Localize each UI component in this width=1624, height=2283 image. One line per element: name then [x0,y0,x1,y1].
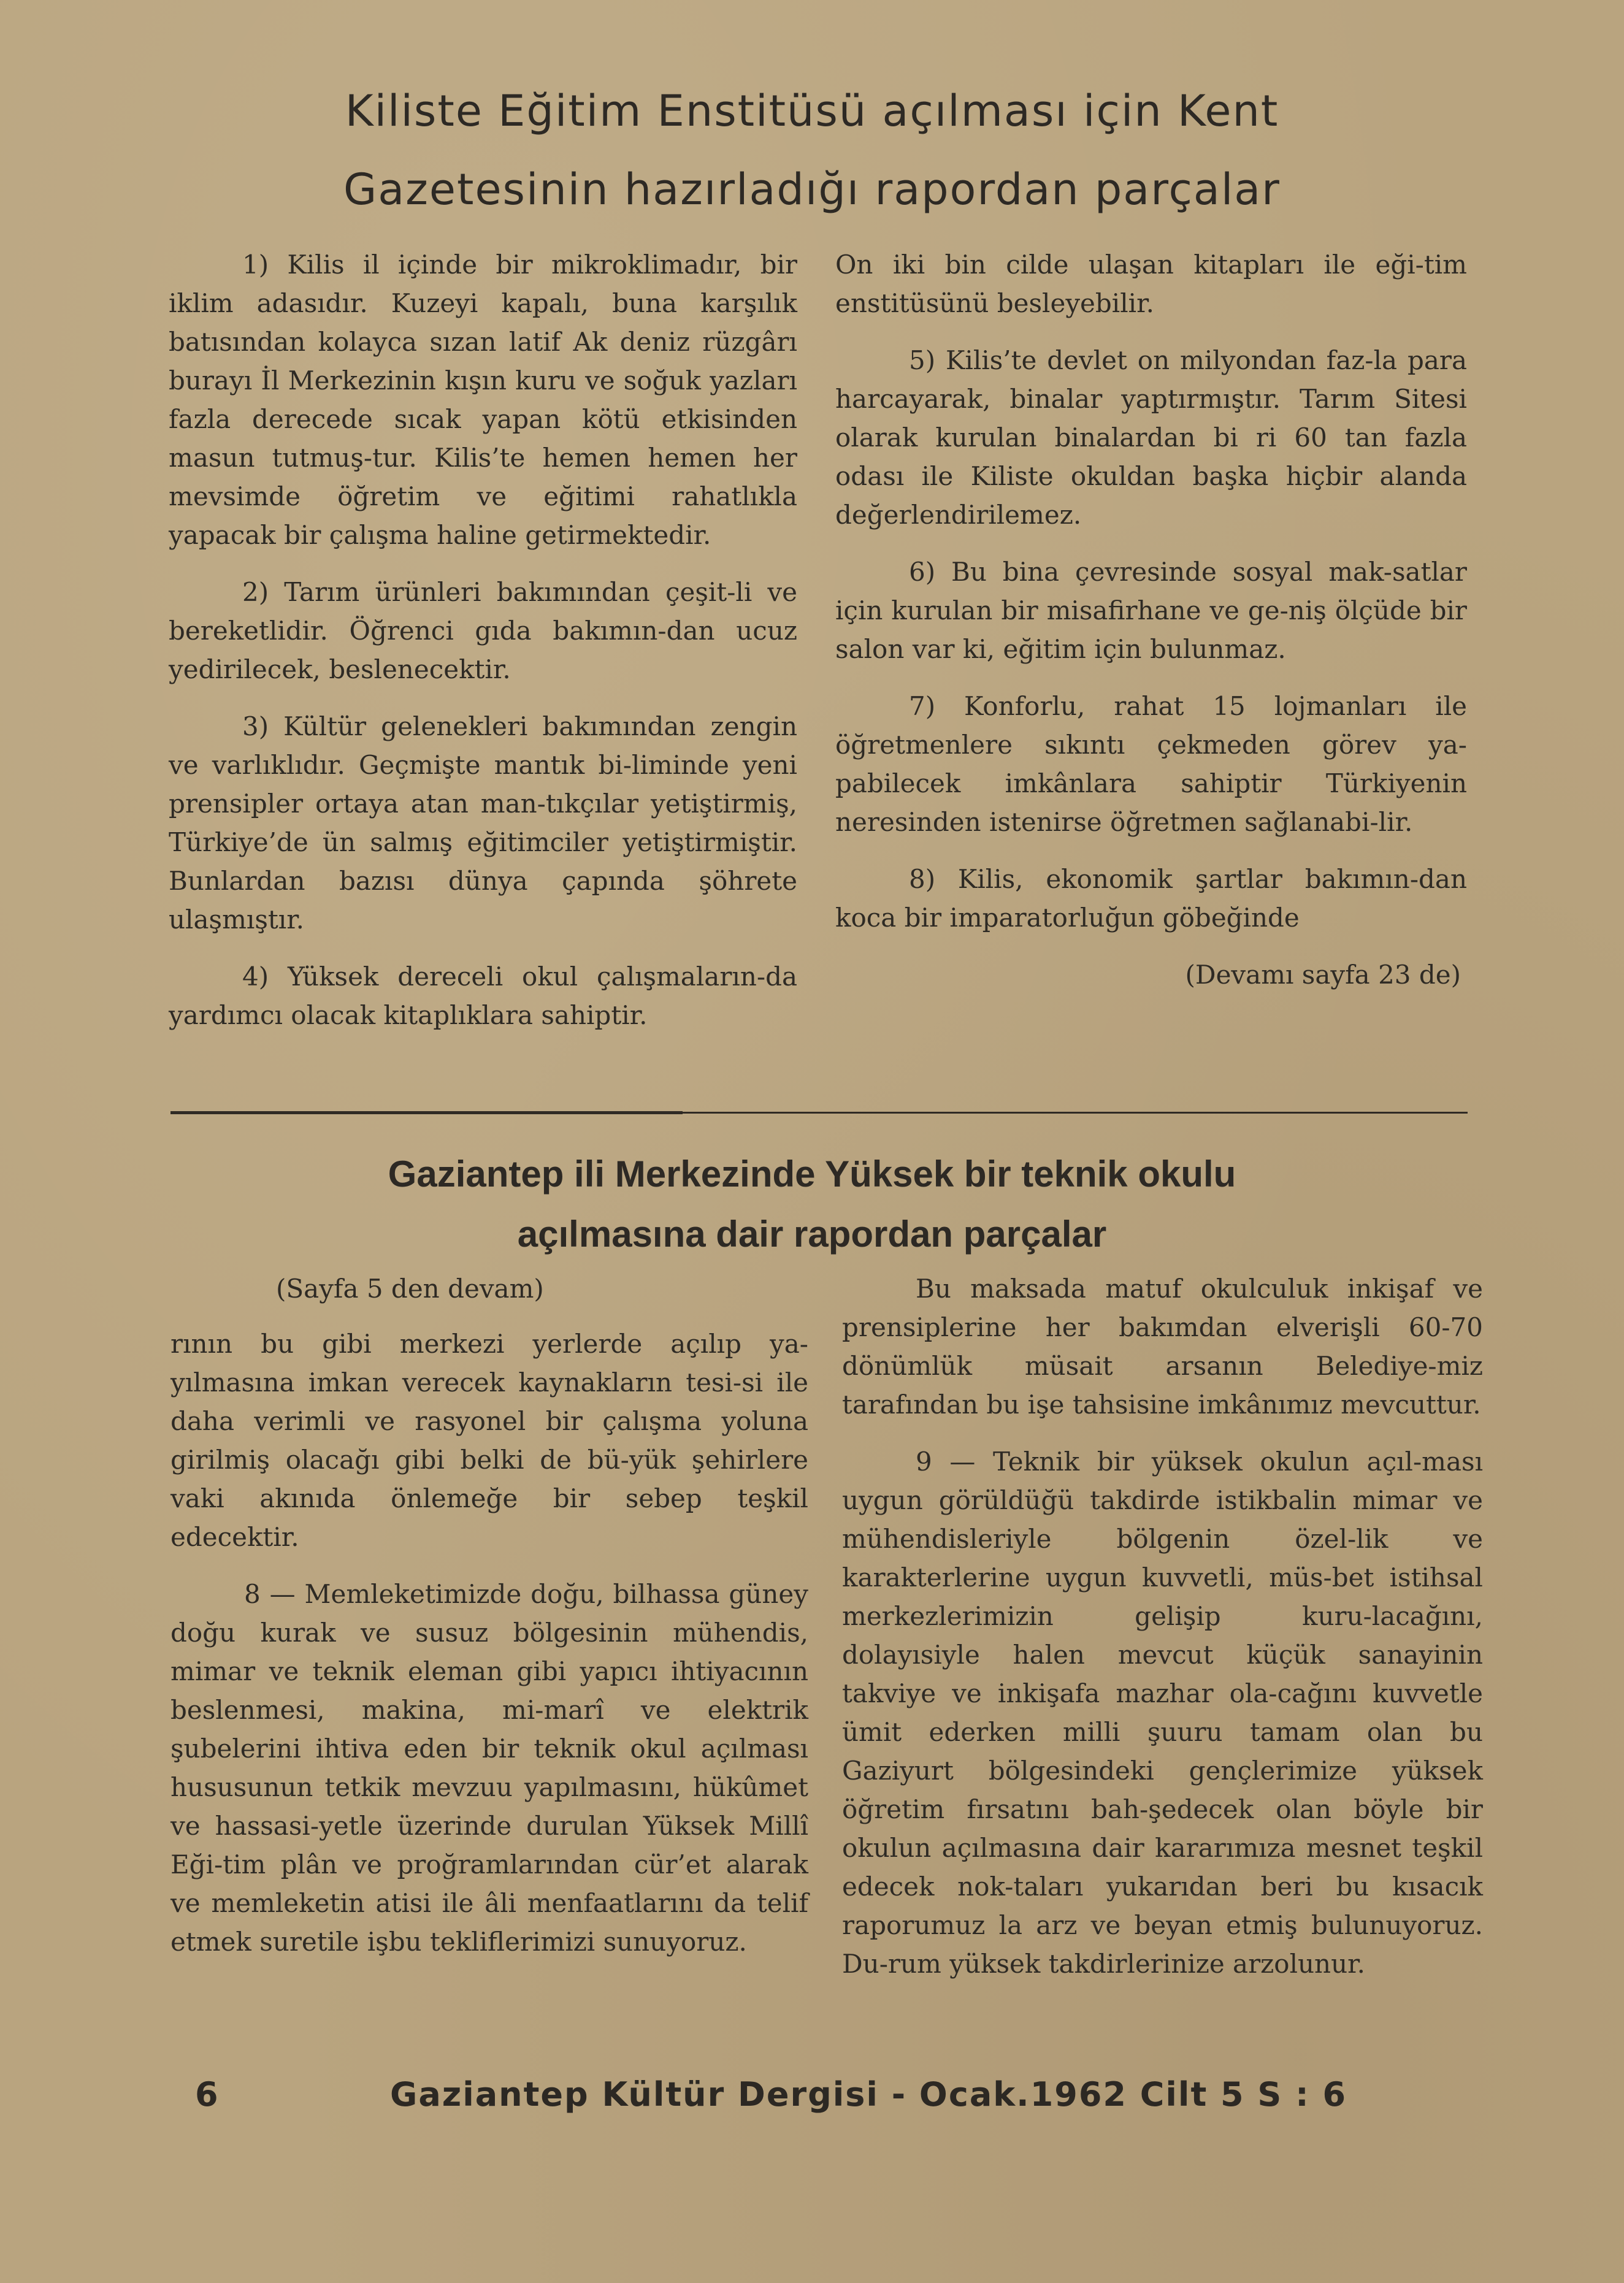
paragraph: Bu maksada matuf okulculuk inkişaf ve prensiplerine her bakımdan elverişli 60-70 dönümlük müsait arsanın Belediye-miz tarafından bu işe tahsisine imkânımız mevcuttur. [842,1274,1483,1420]
article2-subhead: (Sayfa 5 den devam) [276,1274,544,1304]
article2-left-column [170,1325,808,1979]
paragraph: 8 — Memleketimizde doğu, bilhassa güney doğu kurak ve susuz bölgesinin mühendis, mimar ve teknik eleman gibi yapıcı ihtiyacının beslenmesi, makina, mi-marî ve elektrik şubelerini ihtiva eden bir teknik okul açılması hususunun tetkik mevzuu yapılmasını, hükûmet ve hassasi-yetle üzerinde durulan Yüksek Millî Eği-tim plân ve proğramlarından cür’et alarak ve memleketin atisi ile âli menfaatlarını da telif etmek suretile işbu tekliflerimizi sunuyoruz. [170,1579,808,1957]
divider-rule [170,1111,683,1114]
article1-title-line1: Kiliste Eğitim Enstitüsü açılması için Kent [345,86,1279,136]
article2-title-line2: açılmasına dair rapordan parçalar [517,1214,1107,1255]
paragraph: 8) Kilis, ekonomik şartlar bakımın-dan koca bir imparatorluğun göbeğinde [835,864,1467,933]
article1-left-column [169,245,797,1053]
paragraph: 1) Kilis il içinde bir mikroklimadır, bir iklim adasıdır. Kuzeyi kapalı, buna karşılık batısından kolayca sızan latif Ak deniz rüzgârı burayı İl Merkezinin kışın kuru ve soğuk yazları fazla derecede sıcak yapan kötü etkisinden masun tutmuş-tur. Kilis’te hemen hemen her mevsimde öğretim ve eğitimi rahatlıkla yapacak bir çalışma haline getirmektedir. [169,250,797,550]
paragraph: 3) Kültür gelenekleri bakımından zengin ve varlıklıdır. Geçmişte mantık bi-liminde yeni prensipler ortaya atan man-tıkçılar yetiştirmiş, Türkiye’de ün salmış eğitimciler yetiştirmiştir. Bunlardan bazısı dünya çapında şöhrete ulaşmıştır. [169,711,797,935]
paragraph: 6) Bu bina çevresinde sosyal mak-satlar için kurulan bir misafirhane ve ge-niş ölçüde bir salon var ki, eğitim için bulunmaz. [835,557,1467,664]
divider-rule [683,1112,1468,1114]
paragraph: rının bu gibi merkezi yerlerde açılıp ya-yılmasına imkan verecek kaynakların tesi-si ile daha verimli ve rasyonel bir çalışma yoluna girilmiş olacağı gibi belki de bü-yük şehirlere vaki akınıda önlemeğe bir sebep teşkil edecektir. [170,1329,808,1552]
paragraph: 7) Konforlu, rahat 15 lojmanları ile öğretmenlere sıkıntı çekmeden görev ya-pabilecek imkânlara sahiptir Türkiyenin neresinden istenirse öğretmen sağlanabi-lir. [835,691,1467,837]
article1-right-column [835,245,1467,1012]
page-number: 6 [195,2075,218,2114]
journal-footer: Gaziantep Kültür Dergisi - Ocak.1962 Cilt 5 S : 6 [390,2075,1347,2114]
paragraph: On iki bin cilde ulaşan kitapları ile eği-tim enstitüsünü besleyebilir. [835,250,1467,318]
article2-title-line1: Gaziantep ili Merkezinde Yüksek bir teknik okulu [388,1153,1236,1195]
article2-right-column [842,1269,1483,2002]
paragraph: 5) Kilis’te devlet on milyondan faz-la para harcayarak, binalar yaptırmıştır. Tarım Sitesi olarak kurulan binalardan bi ri 60 tan fazla odası ile Kiliste okuldan başka hiçbir alanda değerlendirilemez. [835,345,1467,530]
continued-note: (Devamı sayfa 23 de) [1185,960,1461,990]
paragraph: 9 — Teknik bir yüksek okulun açıl-ması uygun görüldüğü takdirde istikbalin mimar ve mühendisleriyle bölgenin özel-lik ve karakterlerine uygun kuvvetli, müs-bet istihsal merkezlerimizin gelişip kuru-lacağını, dolayısiyle halen mevcut küçük sanayinin takviye ve inkişafa mazhar ola-cağını kuvvetle ümit ederken milli şuuru tamam olan bu Gaziyurt bölgesindeki gençlerimize yüksek öğretim fırsatını bah-şedecek olan böyle bir okulun açılmasına dair kararımıza mesnet teşkil edecek nok-taları yukarıdan beri bu kısacık raporumuz la arz ve beyan etmiş bulunuyoruz. Du-rum yüksek takdirlerinize arzolunur. [842,1447,1483,1979]
paragraph: 2) Tarım ürünleri bakımından çeşit-li ve bereketlidir. Öğrenci gıda bakımın-dan ucuz yedirilecek, beslenecektir. [169,577,797,684]
paragraph: 4) Yüksek dereceli okul çalışmaların-da yardımcı olacak kitaplıklara sahiptir. [169,962,797,1030]
article1-title-line2: Gazetesinin hazırladığı rapordan parçalar [343,164,1281,215]
